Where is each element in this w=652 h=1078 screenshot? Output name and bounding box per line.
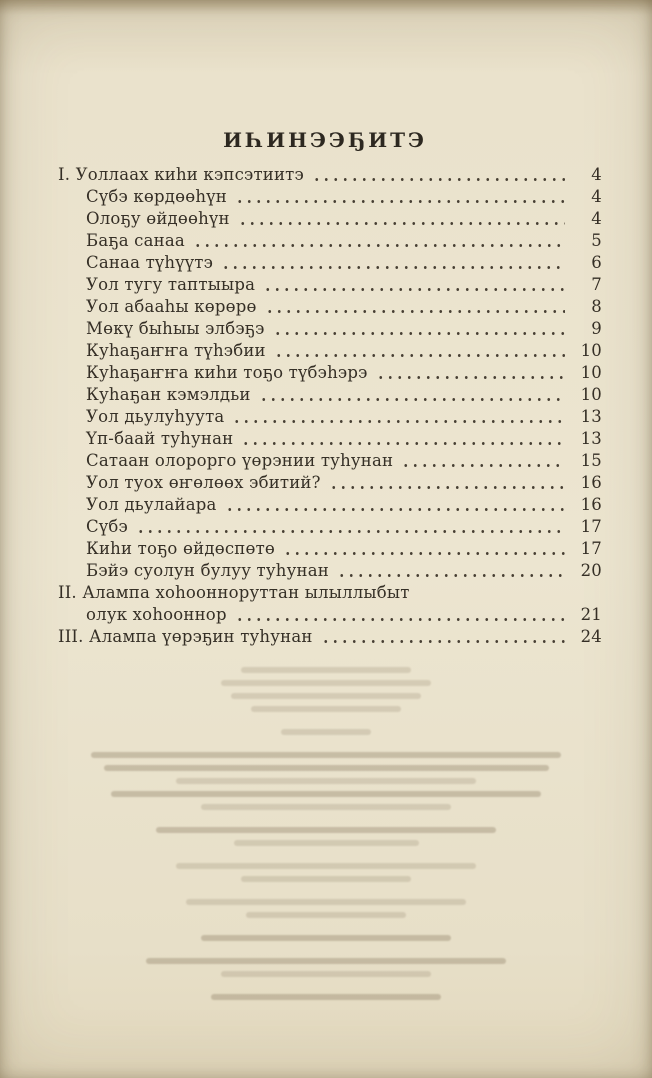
showthrough-line (241, 667, 411, 673)
toc-entry-label: олук хоһооннор (86, 605, 227, 624)
toc-entry-label: Сүбэ көрдөөһүн (86, 187, 227, 206)
toc-entry-page: 4 (591, 187, 602, 206)
toc-entry-page: 17 (580, 517, 602, 536)
toc-entry (58, 296, 602, 318)
toc-entry-page: 9 (591, 319, 602, 338)
toc-entry-label: Олоҕу өйдөөһүн (86, 209, 230, 228)
toc-entry-label: Сүбэ (86, 517, 128, 536)
toc-entry (58, 626, 602, 648)
dot-leader (401, 463, 565, 468)
showthrough-line (211, 994, 441, 1000)
dot-leader (283, 551, 565, 556)
toc-entry-label: III. Алампа үөрэҕин туһунан (58, 627, 313, 646)
showthrough-line (146, 958, 506, 964)
toc-entry-label: Уол туох өҥөлөөх эбитий? (86, 473, 321, 492)
dot-leader (225, 507, 565, 512)
dot-leader (337, 573, 565, 578)
showthrough-line (221, 971, 431, 977)
toc-entry (58, 164, 602, 186)
showthrough-line (201, 935, 451, 941)
toc-entry-page: 10 (580, 341, 602, 360)
toc-entry-label: Үп-баай туһунан (86, 429, 234, 448)
toc-entry-page: 4 (591, 165, 602, 184)
toc-entry-page: 15 (580, 451, 602, 470)
dot-leader (241, 441, 565, 446)
toc-entry-page: 17 (580, 539, 602, 558)
toc-entry-label: Уол дьулайара (86, 495, 217, 514)
toc-entry (58, 340, 602, 362)
showthrough-line (221, 680, 431, 686)
toc-entry (58, 538, 602, 560)
toc-entry-page: 21 (580, 605, 602, 624)
toc-entry (58, 274, 602, 296)
page-title: ИҺИНЭЭҔИТЭ (223, 128, 427, 152)
toc-entry (58, 230, 602, 252)
dot-leader (265, 309, 565, 314)
toc-entry (58, 472, 602, 494)
toc-entry (58, 560, 602, 582)
dot-leader (193, 243, 565, 248)
showthrough-line (176, 778, 476, 784)
toc-entry-label: II. Алампа хоһоонноруттан ылыллыбыт (58, 583, 410, 602)
toc-entry-label: Уол абааһы көрөрө (86, 297, 257, 316)
showthrough-line (91, 752, 561, 758)
toc-entry (58, 208, 602, 230)
toc-entry-page: 6 (591, 253, 602, 272)
showthrough-line (201, 804, 451, 810)
toc-entry (58, 494, 602, 516)
dot-leader (274, 353, 565, 358)
toc-entry-page: 13 (580, 429, 602, 448)
toc-entry-label: Мөкү быһыы элбэҕэ (86, 319, 265, 338)
dot-leader (235, 617, 565, 622)
dot-leader (376, 375, 565, 380)
toc-entry-page: 24 (580, 627, 602, 646)
showthrough-line (234, 840, 419, 846)
toc-entry-page: 5 (591, 231, 602, 250)
toc-entry-page: 13 (580, 407, 602, 426)
toc-entry-label: Сатаан олорорго үөрэнии туһунан (86, 451, 394, 470)
toc-entry-page: 16 (580, 473, 602, 492)
showthrough-line (186, 899, 466, 905)
toc-entry (58, 428, 602, 450)
toc-entry-label: I. Уоллаах киһи кэпсэтиитэ (58, 165, 304, 184)
dot-leader (329, 485, 565, 490)
dot-leader (235, 199, 565, 204)
toc-entry (58, 406, 602, 428)
dot-leader (136, 529, 565, 534)
toc-entry (58, 450, 602, 472)
dot-leader (273, 331, 565, 336)
dot-leader (259, 397, 565, 402)
showthrough-line (231, 693, 421, 699)
showthrough-line (281, 729, 371, 735)
toc-entry (58, 582, 602, 604)
toc-entry-page: 16 (580, 495, 602, 514)
toc-entry-label: Киһи тоҕо өйдөспөтө (86, 539, 276, 558)
toc-entry-label: Санаа түһүүтэ (86, 253, 214, 272)
toc-entry-label: Баҕа санаа (86, 231, 185, 250)
dot-leader (238, 221, 565, 226)
toc-entry-label: Куһаҕаҥҥа түһэбии (86, 341, 266, 360)
dot-leader (221, 265, 565, 270)
toc-entry-label: Уол дьулуһуута (86, 407, 225, 426)
toc-entry (58, 252, 602, 274)
dot-leader (321, 639, 565, 644)
toc-entry-label: Куһаҕан кэмэлдьи (86, 385, 251, 404)
table-of-contents (58, 164, 602, 648)
dot-leader (312, 177, 565, 182)
showthrough-line (241, 876, 411, 882)
toc-entry-page: 4 (591, 209, 602, 228)
toc-entry-label: Куһаҕаҥҥа киһи тоҕо түбэһэрэ (86, 363, 368, 382)
showthrough-line (176, 863, 476, 869)
toc-entry (58, 186, 602, 208)
toc-entry (58, 362, 602, 384)
toc-entry (58, 384, 602, 406)
toc-entry-page: 10 (580, 385, 602, 404)
showthrough-line (111, 791, 541, 797)
dot-leader (263, 287, 565, 292)
toc-entry-page: 8 (591, 297, 602, 316)
toc-entry-page: 20 (580, 561, 602, 580)
dot-leader (232, 419, 565, 424)
showthrough-line (251, 706, 401, 712)
showthrough-line (156, 827, 496, 833)
showthrough-line (104, 765, 549, 771)
toc-entry (58, 318, 602, 340)
toc-entry-page: 10 (580, 363, 602, 382)
toc-entry-page: 7 (591, 275, 602, 294)
toc-entry (58, 516, 602, 538)
toc-entry-label: Уол тугу таптыыра (86, 275, 256, 294)
toc-entry (58, 604, 602, 626)
showthrough-line (246, 912, 406, 918)
showthrough-text (0, 660, 652, 1000)
toc-entry-label: Бэйэ суолун булуу туһунан (86, 561, 329, 580)
